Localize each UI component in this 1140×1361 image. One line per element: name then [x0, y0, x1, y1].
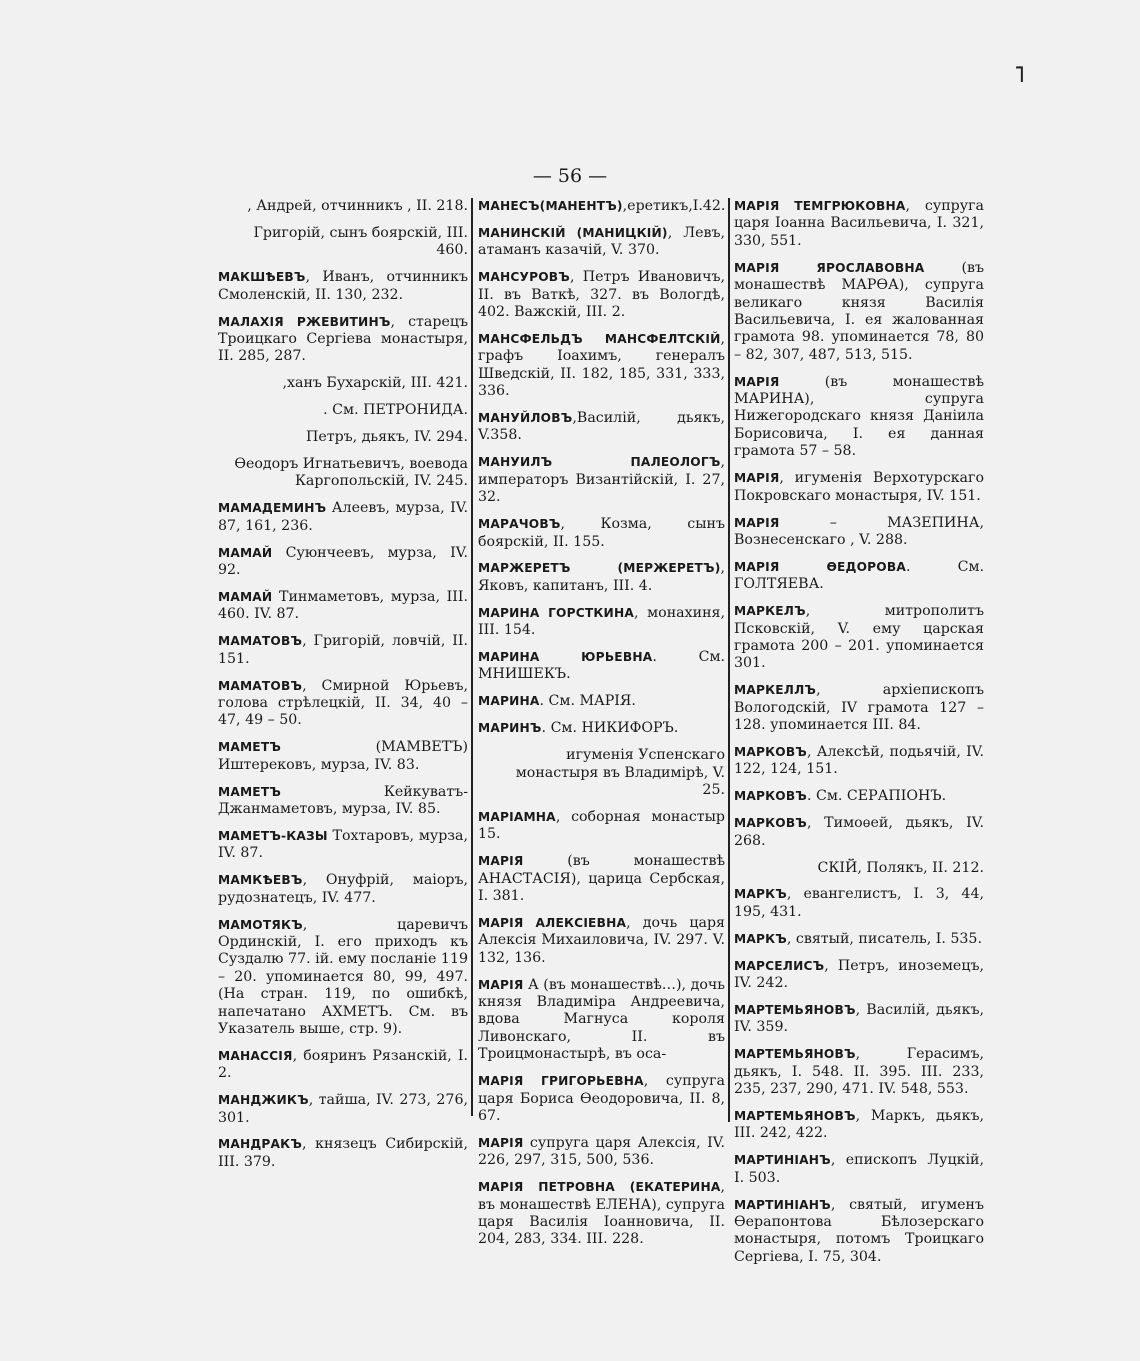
entry-text: , тайша, IV. 273, 276, 301.: [218, 1092, 468, 1126]
index-entry: [218, 828, 468, 863]
entry-text: , князецъ Сибирскій, III. 379.: [218, 1136, 468, 1170]
index-column-1: [218, 198, 468, 1181]
entry-text: , Петръ, иноземецъ, IV. 242.: [734, 957, 984, 992]
entry-headword: МАРИНА: [478, 694, 540, 709]
entry-headword: МАНУИЛЪ ПАЛЕОЛОГЪ: [478, 455, 721, 470]
index-entry: [478, 331, 725, 401]
entry-headword: МАРІЯ: [478, 854, 524, 869]
index-entry: [734, 1046, 984, 1098]
entry-text: , митрополитъ Псковскій, V. ему царская грамота 200 – 201. упоминается 301.: [734, 603, 984, 672]
entry-text: ,ханъ Бухарскій, III. 421.: [282, 375, 468, 392]
index-entry: [734, 744, 984, 779]
entry-headword: МАНУЙЛОВЪ: [478, 411, 573, 426]
index-entry: [734, 515, 984, 550]
entry-text: , Тимоѳей, дьякъ, IV. 268.: [734, 815, 984, 849]
index-entry: [478, 454, 725, 506]
entry-headword: МАЛАХІЯ РЖЕВИТИНЪ: [218, 314, 391, 329]
entry-headword: МАМОТЯКЪ: [218, 917, 303, 932]
index-entry: [478, 410, 725, 445]
entry-headword: МАНАССІЯ: [218, 1048, 293, 1063]
entry-headword: МАРІАМНА: [478, 809, 556, 824]
page-number: — 56 —: [532, 165, 608, 187]
index-entry: [218, 917, 468, 1039]
entry-text: , Алексѣй, подьячій, IV. 122, 124, 151.: [734, 743, 984, 778]
entry-text: , императоръ Византійскій, I. 27, 32.: [478, 454, 725, 506]
index-entry: [478, 853, 725, 905]
entry-text: Кейкуватъ-Джанмаметовъ, мурза, IV. 85.: [218, 783, 468, 817]
entry-text: , Петръ Ивановичъ, II. въ Ваткѣ, 327. въ Вологдѣ, 402. Важскій, III. 2.: [478, 269, 725, 321]
entry-text: , архіепископъ Вологодскій, IV грамота 127 – 128. упоминается III. 84.: [734, 682, 984, 734]
entry-text: , графъ Іоахимъ, генералъ Шведскій, II. 182, 185, 331, 333, 336.: [478, 330, 725, 400]
entry-headword: МАРІЯ: [478, 977, 524, 992]
entry-text: Алеевъ, мурза, IV. 87, 161, 236.: [218, 500, 468, 534]
index-entry: [478, 225, 725, 260]
index-entry: [734, 198, 984, 250]
entry-headword: МАРКЕЛЪ: [734, 604, 806, 619]
entry-text: Григорій, сынъ боярскій, III. 460.: [253, 224, 468, 259]
entry-text: , святый, писатель, I. 535.: [786, 930, 982, 947]
index-column-2: [478, 198, 725, 1258]
entry-headword: МАМАТОВЪ: [218, 678, 303, 693]
corner-mark: ˥: [1014, 62, 1025, 88]
index-entry: [478, 977, 725, 1064]
entry-text: ,Василій, дьякъ, V.358.: [478, 410, 725, 444]
index-entry: [218, 500, 468, 535]
index-entry: [734, 958, 984, 993]
index-entry: [218, 269, 468, 304]
entry-headword: МАРІЯ ГРИГОРЬЕВНА: [478, 1074, 644, 1089]
entry-text: Ѳеодоръ Игнатьевичъ, воевода Каргопольскій, IV. 245.: [234, 455, 468, 490]
index-entry: [734, 1197, 984, 1267]
entry-text: , Онуфрій, маіоръ, рудознатецъ, IV. 477.: [218, 872, 468, 906]
entry-text: , Смирной Юрьевъ, голова стрѣлецкій, II. 34, 40 – 47, 49 – 50.: [218, 677, 468, 729]
index-entry: [478, 269, 725, 321]
entry-headword: МАНЕСЪ(МАНЕНТЪ): [478, 199, 623, 213]
entry-text: . См. МАРІЯ.: [539, 693, 636, 710]
index-entry: [734, 470, 984, 505]
entry-headword: МАРИНА ЮРЬЕВНА: [478, 650, 653, 665]
index-entry: [734, 682, 984, 734]
entry-headword: МАРКЕЛЛЪ: [734, 683, 817, 698]
entry-headword: МАРКЪ: [734, 887, 787, 902]
index-entry: [734, 788, 984, 805]
entry-text: , Герасимъ, дьякъ, I. 548. II. 395. III. 233, 235, 237, 290, 471. IV. 548, 553.: [734, 1046, 984, 1098]
index-entry: [478, 198, 725, 215]
entry-text: , евангелистъ, I. 3, 44, 195, 431.: [734, 886, 984, 920]
index-entry: [478, 1179, 725, 1249]
entry-headword: МАНСФЕЛЬДЪ МАНСФЕЛТСКІЙ: [478, 331, 721, 346]
index-entry: [478, 747, 725, 799]
entry-text: . См. НИКИФОРЪ.: [541, 720, 679, 737]
entry-headword: МАНДРАКЪ: [218, 1137, 302, 1152]
entry-headword: МАРСЕЛИСЪ: [734, 958, 825, 973]
entry-headword: МАРІЯ: [734, 471, 780, 486]
index-entry: [734, 886, 984, 921]
index-entry: [734, 603, 984, 673]
entry-headword: МАРЖЕРЕТЪ (МЕРЖЕРЕТЪ): [478, 561, 721, 576]
entry-text: , Левъ, атаманъ казачій, V. 370.: [478, 224, 725, 259]
index-entry: [218, 314, 468, 366]
entry-headword: МАРКОВЪ: [734, 744, 807, 759]
entry-text: . См. СЕРАПІОНЪ.: [806, 788, 947, 805]
index-entry: [734, 374, 984, 461]
entry-headword: МАРІЯ АЛЕКСІЕВНА: [478, 915, 627, 930]
index-entry: [218, 1136, 468, 1171]
entry-headword: МАРІЯ ѲЕДОРОВА: [734, 559, 906, 574]
index-entry: [478, 1135, 725, 1170]
index-entry: [478, 516, 725, 551]
entry-headword: МАРТЕМЬЯНОВЪ: [734, 1047, 856, 1062]
index-entry: [478, 915, 725, 967]
entry-headword: МАРІЯ ПЕТРОВНА (ЕКАТЕРИНА: [478, 1180, 721, 1195]
index-entry: [218, 429, 468, 446]
index-entry: [734, 1002, 984, 1037]
entry-text: , Андрей, отчинникъ , II. 218.: [247, 198, 468, 214]
entry-text: , супруга царя Іоанна Васильевича, I. 321, 330, 551.: [734, 198, 984, 249]
index-entry: [734, 815, 984, 850]
entry-text: , Иванъ, отчинникъ Смоленскій, II. 130, 232.: [218, 269, 468, 303]
entry-headword: МАРТИНІАНЪ: [734, 1153, 831, 1168]
entry-text: А (въ монашествѣ…), дочь князя Владиміра Андреевича, вдова Магнуса короля Ливонскаго, II. въ Троицмонастырѣ, въ оса-: [478, 976, 725, 1063]
entry-text: , Василій, дьякъ, IV. 359.: [734, 1001, 984, 1036]
index-entry: [734, 559, 984, 594]
index-entry: [218, 402, 468, 419]
entry-text: – МАЗЕПИНА, Вознесенскаго , V. 288.: [734, 514, 984, 548]
entry-headword: МАКШѢЕВЪ: [218, 270, 306, 285]
entry-headword: МАМАЙ: [218, 545, 273, 560]
index-entry: [218, 375, 468, 392]
entry-headword: МАРИНА ГОРСТКИНА: [478, 605, 634, 620]
entry-headword: МАМКѢЕВЪ: [218, 873, 303, 888]
index-entry: [218, 589, 468, 624]
entry-text: , игуменія Верхотурскаго Покровскаго монастыря, IV. 151.: [734, 470, 984, 504]
entry-text: , епископъ Луцкій, I. 503.: [734, 1152, 984, 1186]
entry-headword: МАРІЯ: [734, 374, 780, 389]
entry-text: (въ монашествѣ АНАСТАСІЯ), царица Сербская, I. 381.: [478, 853, 725, 904]
entry-headword: МАРІЯ ЯРОСЛАВОВНА: [734, 260, 925, 275]
index-entry: [734, 860, 984, 877]
entry-text: Суюнчеевъ, мурза, IV. 92.: [218, 544, 468, 578]
index-entry: [478, 1073, 725, 1125]
entry-text: Петръ, дьякъ, IV. 294.: [305, 429, 468, 446]
index-entry: [734, 260, 984, 364]
index-entry: [218, 784, 468, 819]
entry-headword: МАРІЯ: [478, 1135, 524, 1150]
entry-text: , старецъ Троицкаго Сергіева монастыря, II. 285, 287.: [218, 313, 468, 365]
index-entry: [478, 649, 725, 684]
entry-text: , Григорій, ловчій, II. 151.: [218, 633, 468, 667]
entry-headword: МАРТЕМЬЯНОВЪ: [734, 1002, 856, 1017]
entry-text: , Козма, сынъ боярскій, II. 155.: [478, 516, 725, 550]
column-rule: [728, 198, 730, 1122]
index-entry: [734, 931, 984, 948]
index-entry: [478, 560, 725, 595]
index-entry: [478, 720, 725, 737]
entry-headword: МАНСУРОВЪ: [478, 270, 570, 285]
entry-text: ,еретикъ,I.42.: [622, 198, 726, 214]
entry-headword: МАРІЯ: [734, 515, 780, 530]
entry-text: , бояринъ Рязанскій, I. 2.: [218, 1047, 468, 1082]
index-entry: [218, 633, 468, 668]
index-entry: [218, 198, 468, 215]
entry-text: (въ монашествѣ МАРИНА), супруга Нижегородскаго князя Даніила Борисовича, I. ея данная грамота 57 – 58.: [734, 373, 984, 460]
index-entry: [218, 456, 468, 491]
index-entry: [218, 678, 468, 730]
entry-text: . См. ГОЛТЯЕВА.: [734, 558, 985, 593]
entry-headword: МАМЕТЪ: [218, 784, 281, 799]
index-entry: [218, 739, 468, 774]
entry-headword: МАМАДЕМИНЪ: [218, 501, 327, 516]
index-entry: [734, 1152, 984, 1187]
index-entry: [478, 809, 725, 844]
entry-headword: МАРКОВЪ: [734, 816, 807, 831]
entry-text: , супруга царя Бориса Ѳеодоровича, II. 8, 67.: [478, 1073, 725, 1124]
index-entry: [478, 693, 725, 710]
index-entry: [218, 225, 468, 260]
entry-headword: МАМЕТЪ-КАЗЫ: [218, 828, 328, 843]
entry-text: , Маркъ, дьякъ, III. 242, 422.: [734, 1107, 984, 1142]
entry-text: , царевичъ Ординскій, I. его приходъ къ Суздалю 77. ій. ему посланіе 119 – 20. упоминается 80, 99, 497. (На стран. 119, по ошибкѣ, напечатано АХМЕТЪ. См. въ Указатель выше, стр. 9).: [218, 916, 468, 1037]
index-entry: [218, 545, 468, 580]
entry-headword: МАРАЧОВЪ: [478, 517, 561, 532]
index-entry: [218, 872, 468, 907]
index-column-3: [734, 198, 984, 1276]
entry-headword: МАРИНЪ: [478, 721, 542, 736]
entry-headword: МАНДЖИКЪ: [218, 1093, 309, 1108]
entry-headword: МАРІЯ ТЕМГРЮКОВНА: [734, 199, 906, 213]
entry-text: Тохтаровъ, мурза, IV. 87.: [218, 827, 468, 862]
entry-text: , дочь царя Алексія Михаиловича, IV. 297. V. 132, 136.: [478, 914, 725, 966]
entry-text: Тинмаметовъ, мурза, III. 460. IV. 87.: [218, 588, 468, 623]
index-entry: [218, 1092, 468, 1127]
entry-text: (МАМВЕТЪ) Иштерековъ, мурза, IV. 83.: [218, 739, 468, 773]
entry-text: супруга царя Алексія, IV. 226, 297, 315, 500, 536.: [478, 1134, 725, 1169]
entry-text: , святый, игуменъ Ѳерапонтова Бѣлозерскаго монастыря, потомъ Троицкаго Сергіева, I. 75, 304.: [734, 1196, 984, 1265]
entry-text: , Яковъ, капитанъ, III. 4.: [478, 560, 725, 594]
entry-text: . См. ПЕТРОНИДА.: [323, 402, 468, 419]
entry-headword: МАНИНСКІЙ (МАНИЦКІЙ): [478, 225, 668, 240]
entry-text: СКІЙ, Полякъ, II. 212.: [817, 859, 984, 876]
column-rule: [471, 198, 473, 1116]
entry-text: . См. МНИШЕКЪ.: [478, 649, 725, 683]
index-entry: [478, 605, 725, 640]
index-entry: [218, 1048, 468, 1083]
entry-headword: МАМЕТЪ: [218, 740, 281, 755]
entry-text: , монахиня, III. 154.: [478, 604, 725, 639]
entry-text: игуменія Успенскаго монастыря въ Владимірѣ, V. 25.: [515, 747, 725, 798]
entry-text: , соборная монастыр 15.: [478, 808, 725, 843]
entry-headword: МАРКОВЪ: [734, 789, 807, 804]
entry-text: , въ монашествѣ ЕЛЕНА), супруга царя Василія Іоанновича, II. 204, 283, 334. III. 228.: [478, 1179, 725, 1248]
entry-headword: МАМАТОВЪ: [218, 634, 303, 649]
entry-headword: МАМАЙ: [218, 589, 273, 604]
entry-text: (въ монашествѣ МАРѲА), супруга великаго князя Василія Васильевича, I. ея жалованная грамота 98. упоминается 78, 80 – 82, 307, 487, 513, 515.: [734, 259, 984, 363]
entry-headword: МАРКЪ: [734, 931, 787, 946]
entry-headword: МАРТЕМЬЯНОВЪ: [734, 1108, 856, 1123]
entry-headword: МАРТИНІАНЪ: [734, 1197, 831, 1212]
index-entry: [734, 1108, 984, 1143]
